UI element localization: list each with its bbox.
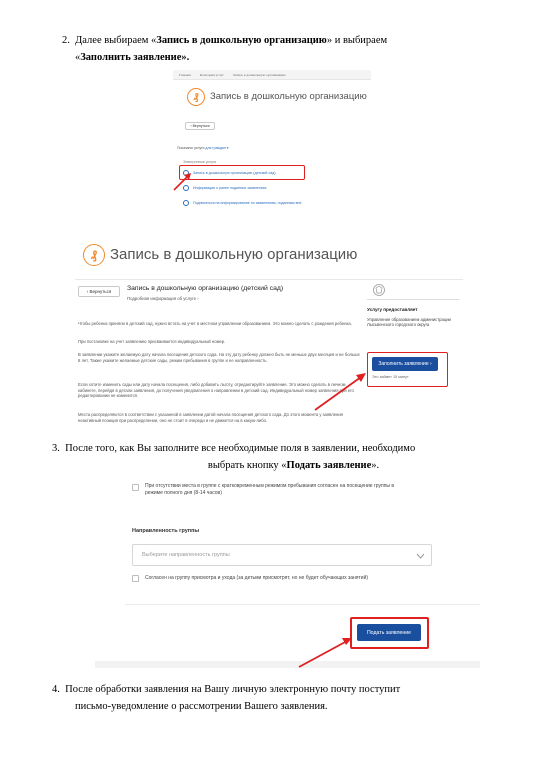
- section-header: Электронные услуги: [183, 160, 217, 164]
- description-paragraph: Места распределяются в соответствии с указанной в заявлении датой начала посещения детского сада. До этого момента у заявления неактивный позиция при распределении, оно не стоит в очереди и не движется на в какую-либо.: [78, 412, 343, 423]
- screenshot-application-form: [95, 476, 480, 668]
- step-2-paragraph: 2. Далее выбираем «Запись в дошкольную организацию» и выбираем: [62, 35, 388, 46]
- submit-application-button[interactable]: Подать заявление: [357, 624, 421, 641]
- audience-filter: Показаны услуги для граждан ▾: [177, 146, 229, 150]
- step-3-paragraph-line2: выбрать кнопку «Подать заявление».: [207, 460, 380, 471]
- breadcrumb-category[interactable]: Категория услуг: [199, 73, 224, 77]
- service-item-subscribe[interactable]: Подписаться на информирование по заявлениям, поданным вне: [183, 200, 302, 206]
- page-title: Запись в дошкольную организацию: [210, 91, 367, 102]
- pointer-arrow: [313, 368, 369, 412]
- care-group-checkbox[interactable]: [132, 575, 139, 582]
- bold-submit-name: Подать заявление: [286, 460, 372, 471]
- pointer-arrow: [297, 633, 355, 669]
- step-4-paragraph-line2: письмо-уведомление о рассмотрении Вашего заявления.: [75, 701, 328, 712]
- breadcrumb: [173, 70, 371, 80]
- screenshot-service-catalog: [173, 70, 371, 220]
- full-day-checkbox-label: При отсутствии места в группе с кратковременным режимом пребывания согласен на посещение группы в режиме полного дня (8-14 часов): [145, 483, 395, 496]
- time-note: Это займет 15 минут: [372, 375, 409, 379]
- back-button[interactable]: ‹ Вернуться: [185, 122, 215, 130]
- group-orientation-select[interactable]: Выберите направленность группы: [132, 544, 432, 566]
- service-item-history[interactable]: Информация о ранее поданных заявлениях: [183, 185, 267, 191]
- back-button[interactable]: ‹ Вернуться: [78, 286, 120, 297]
- provider-name: Управление образованием администрации Лысьвенского городского округа: [367, 317, 451, 328]
- screenshot-service-page: [75, 235, 463, 450]
- description-paragraph: Чтобы ребенка приняли в детский сад, нужно встать на учет в местном управлении образованием. Это можно сделать с рождения ребенка.: [78, 321, 352, 326]
- step-number: 3.: [52, 443, 60, 454]
- service-logo-icon: ₰: [83, 244, 105, 266]
- chevron-down-icon: [416, 553, 425, 559]
- description-paragraph: Если хотите изменить сады или дату начала посещения, либо добавить льготу, отредактируйте заявление. Это можно сделать в личном кабинете, перейдя в детали заявления, до получения уведомления о направлении в детский сад. Индивидуальный номер заявления при его редактировании не изменится.: [78, 382, 354, 399]
- provider-header: Услугу предоставляет: [367, 307, 418, 312]
- service-logo-icon: ₰: [187, 88, 205, 106]
- service-name: Запись в дошкольную организацию (детский сад): [127, 285, 284, 292]
- page-footer: [95, 661, 480, 668]
- care-group-checkbox-label: Согласен на группу присмотра и ухода (за детьми присмотрят, но не будет обучающих занятий): [145, 575, 369, 581]
- fill-application-button[interactable]: Заполнить заявление ›: [372, 357, 438, 371]
- audience-filter-link[interactable]: для граждан ▾: [205, 146, 229, 150]
- breadcrumb-current: Запись в дошкольную организацию: [232, 73, 286, 77]
- breadcrumb-home[interactable]: Главная: [179, 73, 191, 77]
- description-paragraph: При постановке на учет заявлению присваивается индивидуальный номер.: [78, 339, 226, 344]
- group-orientation-label: Направленность группы: [132, 528, 200, 534]
- bold-service-name: Запись в дошкольную организацию: [156, 35, 327, 46]
- step-3-paragraph: 3. После того, как Вы заполните все необходимые поля в заявлении, необходимо: [52, 443, 416, 454]
- pointer-arrow: [172, 170, 194, 192]
- chevron-right-icon: [183, 200, 189, 206]
- divider: [367, 299, 459, 300]
- divider: [75, 279, 463, 280]
- step-2-paragraph-line2: «Заполнить заявление».: [75, 52, 190, 63]
- step-number: 4.: [52, 684, 60, 695]
- service-item-enroll[interactable]: Запись в дошкольную организацию (детский сад): [183, 170, 276, 176]
- description-paragraph: В заявлении укажите желаемую дату начала посещения детского сада. На эту дату ребенку должно быть не меньше двух месяцев и не больше 8 лет. Также укажите желаемые детские сады, режим пребывания в группе и ее направленность.: [78, 352, 360, 363]
- bold-fill-application: Заполнить заявление».: [80, 52, 190, 63]
- page-title: Запись в дошкольную организацию: [110, 246, 358, 263]
- step-number: 2.: [62, 35, 70, 46]
- coat-of-arms-icon: [372, 283, 386, 297]
- highlight-box: [350, 617, 429, 649]
- highlight-box: [367, 352, 448, 387]
- step-4-paragraph: 4. После обработки заявления на Вашу личную электронную почту поступит: [52, 684, 401, 695]
- service-details-link[interactable]: Подробная информация об услуге ›: [127, 296, 199, 301]
- full-day-checkbox[interactable]: [132, 484, 139, 491]
- divider: [125, 604, 480, 605]
- highlight-box: [179, 165, 305, 180]
